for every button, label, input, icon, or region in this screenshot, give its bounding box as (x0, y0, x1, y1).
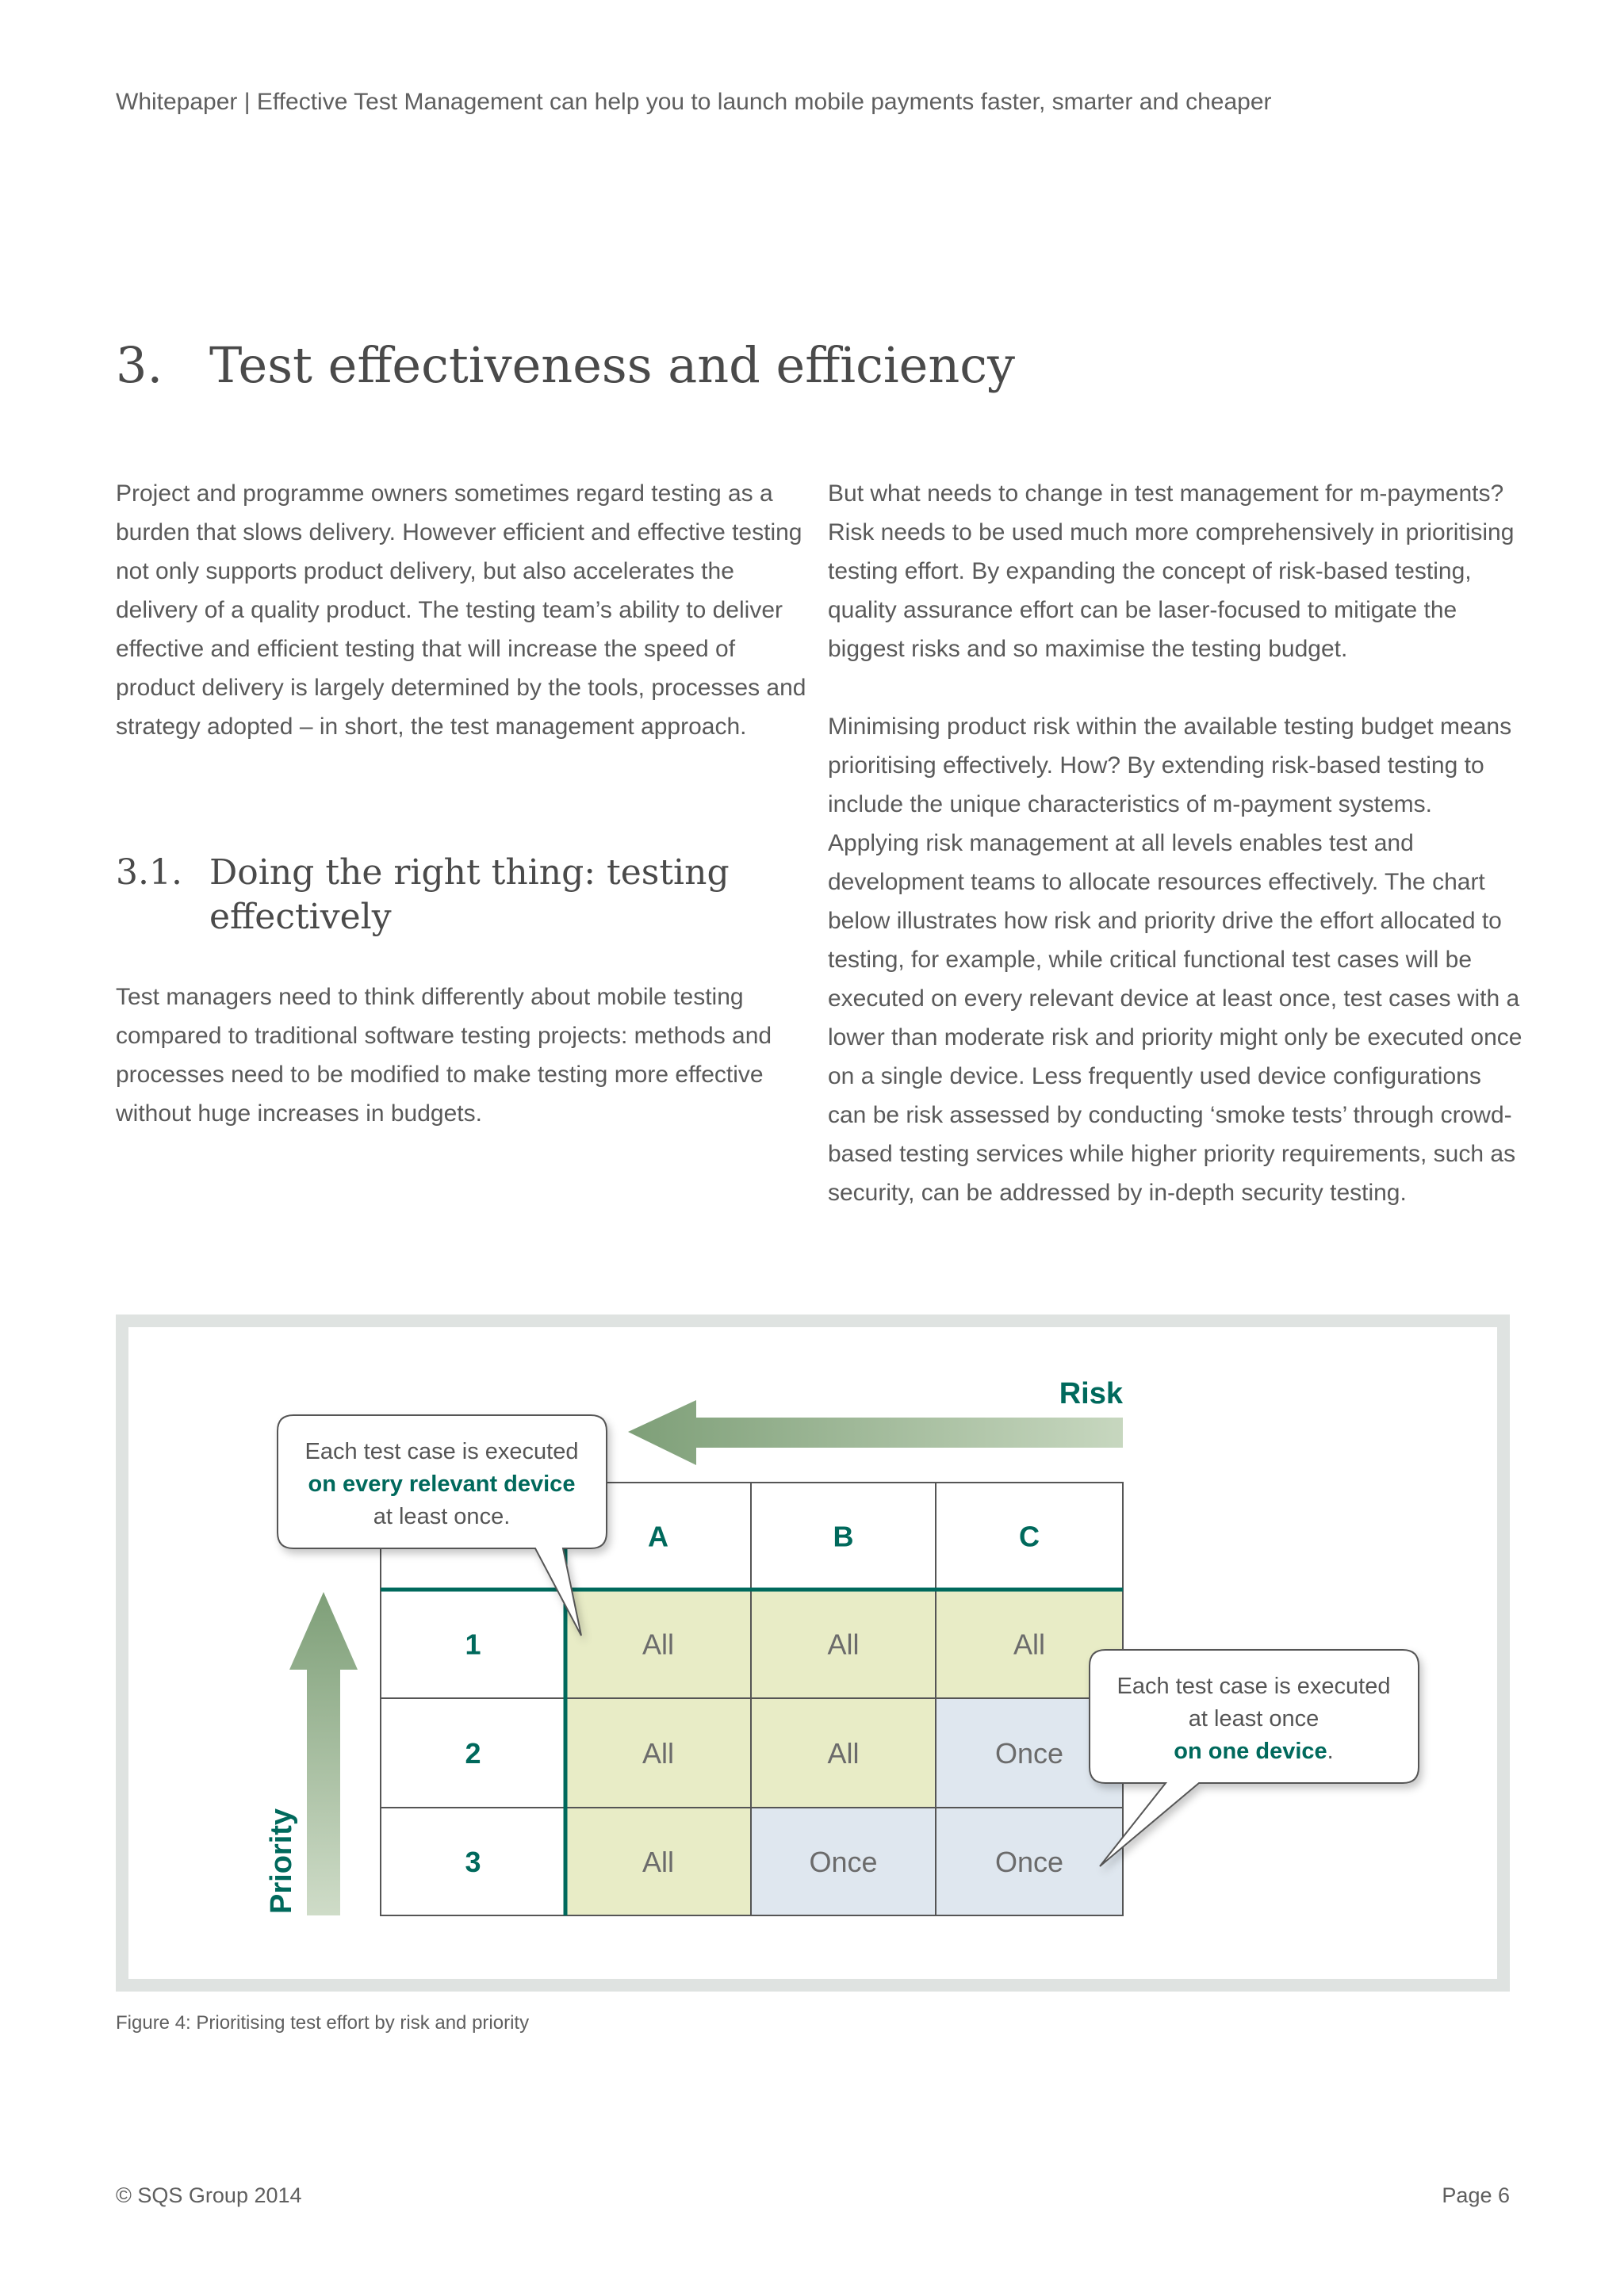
callout-right-line3-bold: on one device (1174, 1739, 1327, 1764)
callout-right-line3-suffix: . (1327, 1739, 1334, 1764)
matrix-cell-value: All (642, 1737, 675, 1770)
matrix-cell-value: All (642, 1846, 675, 1878)
callout-left-line3: at least once. (373, 1504, 511, 1529)
risk-label: Risk (1059, 1377, 1123, 1410)
risk-arrow-icon (628, 1400, 1123, 1465)
subsection-paragraph: Test managers need to think differently about mobile testing compared to traditional software testing projects: methods and processes need to be modified to make testing more effective without huge increases in budgets. (116, 984, 772, 1127)
priority-row-header: 3 (465, 1846, 481, 1878)
right-paragraph-2: Minimising product risk within the available testing budget means prioritising effectively. How? By extending risk-based testing to include the unique characteristics of m-payment systems. Applying risk management at all levels enables test and development teams to allocate resources effectively. The chart below illustrates how risk and priority drive the effort allocated to testing, for example, while critical functional test cases will be executed on every relevant device at least once, test cases with a lower than moderate risk and priority might only be executed once on a single device. Less frequently used device configurations can be risk assessed by conducting ‘smoke tests’ through crowd-based testing services while higher priority requirements, such as security, can be addressed by in-depth security testing. (828, 714, 1522, 1206)
risk-column-header: B (833, 1520, 854, 1553)
priority-row-header: 1 (465, 1628, 481, 1661)
priority-row-header: 2 (465, 1737, 481, 1770)
matrix-cell-value: Once (994, 1846, 1064, 1878)
priority-arrow-icon (289, 1592, 358, 1915)
section-number: 3. (116, 336, 163, 394)
matrix-cell-value: All (827, 1628, 860, 1661)
section-title: Test effectiveness and efficiency (209, 336, 1016, 394)
callout-right-line1: Each test case is executed (1116, 1674, 1391, 1699)
risk-column-header: A (648, 1520, 668, 1553)
figure-caption: Figure 4: Prioritising test effort by risk and priority (116, 2012, 530, 2034)
matrix-cell-value: Once (809, 1846, 878, 1878)
callout-left-line1: Each test case is executed (304, 1439, 579, 1464)
intro-paragraph: Project and programme owners sometimes regard testing as a burden that slows delivery. However efficient and effective testing not only supports product delivery, but also accelerates the delivery of a quality product. The testing team’s ability to deliver effective and efficient testing that will increase the speed of product delivery is largely determined by the tools, processes and strategy adopted – in short, the test management approach. (116, 480, 806, 740)
priority-label: Priority (265, 1808, 298, 1914)
matrix-cell-value: All (1013, 1628, 1046, 1661)
risk-column-header: C (1019, 1520, 1040, 1553)
callout-right-line2: at least once (1188, 1706, 1320, 1732)
right-paragraph-1: But what needs to change in test management for m-payments? Risk needs to be used much more comprehensively in prioritising testing effort. By expanding the concept of risk-based testing, quality assurance effort can be laser-focused to mitigate the biggest risks and so maximise the testing budget. (828, 480, 1515, 662)
matrix-cell-value: Once (994, 1737, 1064, 1770)
matrix-cell-value: All (827, 1737, 860, 1770)
footer-copyright: © SQS Group 2014 (116, 2183, 302, 2207)
footer-page-number: Page 6 (1442, 2183, 1510, 2207)
callout-left-line2: on every relevant device (308, 1471, 576, 1497)
callout-right-line3 (1174, 1739, 1333, 1764)
subsection-title: Doing the right thing: testing effectively (209, 852, 730, 937)
subsection-number: 3.1. (116, 852, 182, 893)
running-header: Whitepaper | Effective Test Management can help you to launch mobile payments faster, smarter and cheaper (116, 89, 1272, 115)
matrix-cell-value: All (642, 1628, 675, 1661)
